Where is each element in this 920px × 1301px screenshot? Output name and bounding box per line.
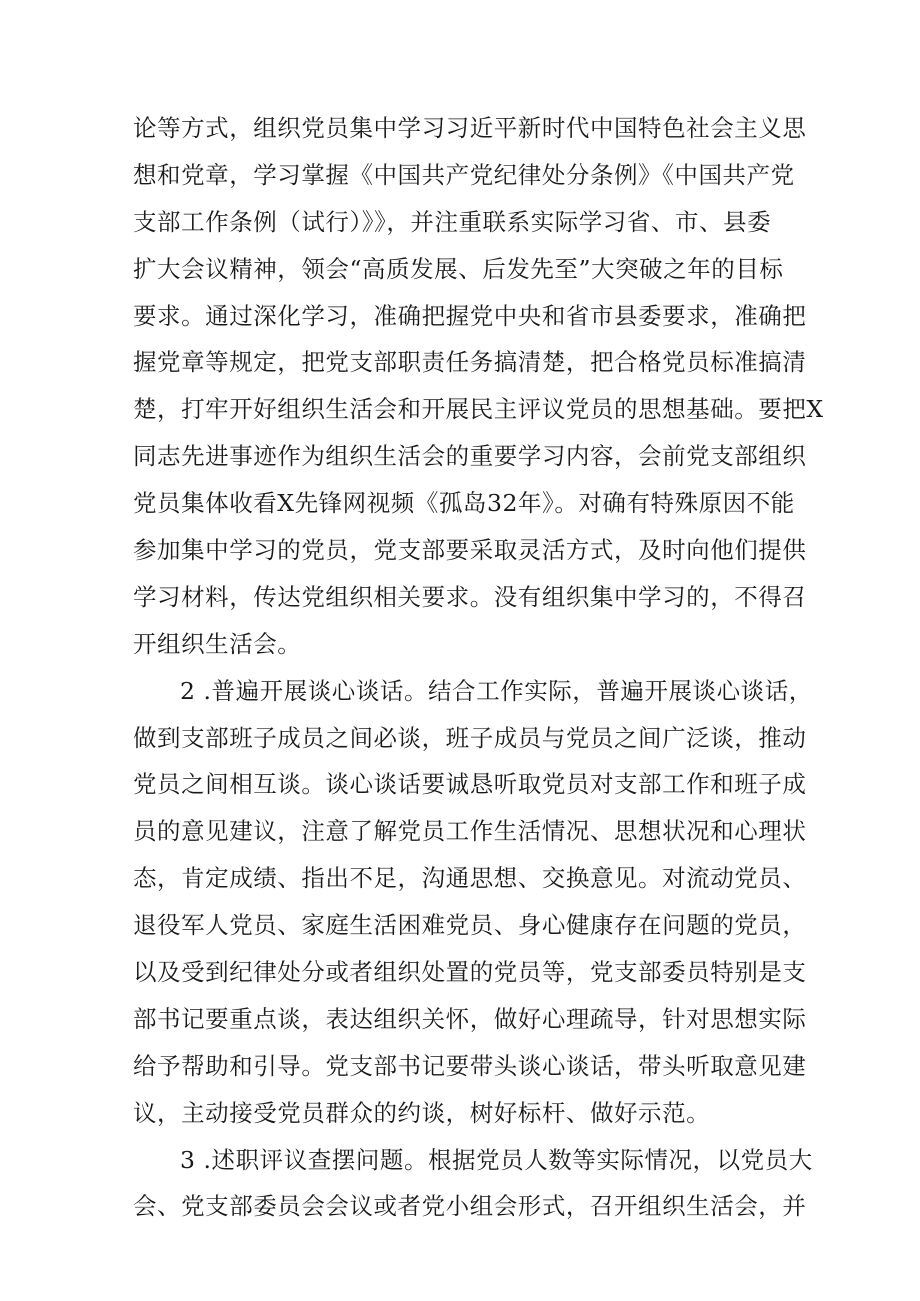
document-body [133,105,824,1230]
text-line: 楚，打牢开好组织生活会和开展民主评议党员的思想基础。要把X [133,395,824,424]
paragraph-heading-line: 3 .述职评议查摆问题。根据党员人数等实际情况，以党员大 [180,1145,813,1174]
text-line: 党员之间相互谈。谈心谈话要诚恳听取党员对支部工作和班子成 [133,770,807,799]
text-line: 要求。通过深化学习，准确把握党中央和省市县委要求，准确把 [133,301,807,330]
text-line: 员的意见建议，注意了解党员工作生活情况、思想状况和心理状 [133,817,807,846]
text-line: 握党章等规定，把党支部职责任务搞清楚，把合格党员标准搞清 [133,348,807,377]
text-line: 议，主动接受党员群众的约谈，树好标杆、做好示范。 [133,1098,711,1127]
text-line: 同志先进事迹作为组织生活会的重要学习内容，会前党支部组织 [133,442,807,471]
text-line: 以及受到纪律处分或者组织处置的党员等，党支部委员特别是支 [133,958,807,987]
text-line: 会、党支部委员会会议或者党小组会形式，召开组织生活会，并 [133,1192,807,1221]
text-line: 扩大会议精神，领会“高质发展、后发先至”大突破之年的目标 [133,254,784,283]
text-line: 退役军人党员、家庭生活困难党员、身心健康存在问题的党员， [133,911,807,940]
text-line: 学习材料，传达党组织相关要求。没有组织集中学习的，不得召 [133,582,807,611]
text-line: 开组织生活会。 [133,629,302,658]
text-line: 态，肯定成绩、指出不足，沟通思想、交换意见。对流动党员、 [133,864,807,893]
paragraph-heart-to-heart-talks [133,668,813,1137]
paragraph-heading-line: 2 .普遍开展谈心谈话。结合工作实际，普遍开展谈心谈话， [180,676,813,705]
paragraph-review-problems [133,1137,813,1231]
text-line: 部书记要重点谈，表达组织关怀，做好心理疏导，针对思想实际 [133,1004,807,1033]
text-line: 参加集中学习的党员，党支部要采取灵活方式，及时向他们提供 [133,536,807,565]
text-line: 党员集体收看X先锋网视频《孤岛32年》。对确有特殊原因不能 [133,489,795,518]
text-line: 做到支部班子成员之间必谈，班子成员与党员之间广泛谈，推动 [133,723,807,752]
paragraph-study [133,105,824,668]
text-line: 给予帮助和引导。党支部书记要带头谈心谈话，带头听取意见建 [133,1051,807,1080]
text-line: 想和党章，学习掌握《中国共产党纪律处分条例》《中国共产党 [133,160,795,189]
text-line: 支部工作条例（试行）》》，并注重联系实际学习省、市、县委 [133,207,772,236]
text-line: 论等方式，组织党员集中学习习近平新时代中国特色社会主义思 [133,114,807,142]
